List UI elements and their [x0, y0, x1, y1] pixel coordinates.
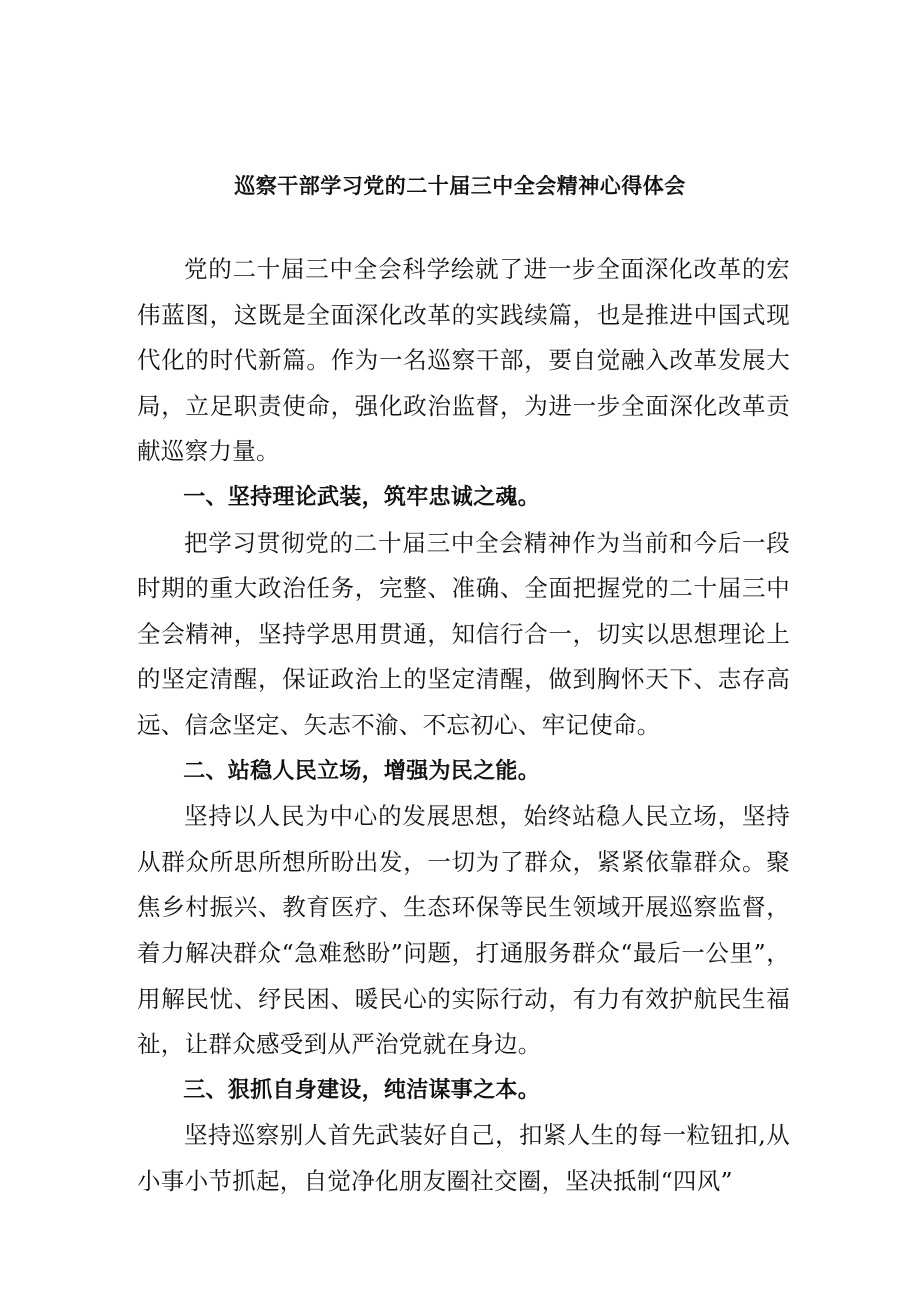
- section-2-heading: 二、站稳人民立场，增强为民之能。: [183, 757, 540, 784]
- section-2-paragraph: 坚持以人民为中心的发展思想，始终站稳人民立场，坚持从群众所思所想所盼出发，一切为了群众，紧紧依靠群众。聚焦乡村振兴、教育医疗、生态环保等民生领域开展巡察监督，着力解决群众“急难愁盼”问题，打通服务群众“最后一公里”，用解民忧、纾民困、暖民心的实际行动，有力有效护航民生福祉，让群众感受到从严治党就在身边。: [137, 802, 790, 1059]
- section-3-heading: 三、狠抓自身建设，纯洁谋事之本。: [183, 1076, 540, 1103]
- section-1-heading: 一、坚持理论武装，筑牢忠诚之魂。: [183, 483, 540, 510]
- section-1-paragraph: 把学习贯彻党的二十届三中全会精神作为当前和今后一段时期的重大政治任务，完整、准确、全面把握党的二十届三中全会精神，坚持学思用贯通，知信行合一，切实以思想理论上的坚定清醒，保证政治上的坚定清醒，做到胸怀天下、志存高远、信念坚定、矢志不渝、不忘初心、牢记使命。: [137, 528, 790, 739]
- document-title: 巡察干部学习党的二十届三中全会精神心得体会: [234, 173, 686, 198]
- intro-paragraph: 党的二十届三中全会科学绘就了进一步全面深化改革的宏伟蓝图，这既是全面深化改革的实践续篇，也是推进中国式现代化的时代新篇。作为一名巡察干部，要自觉融入改革发展大局，立足职责使命，强化政治监督，为进一步全面深化改革贡献巡察力量。: [137, 255, 790, 466]
- document-body: [137, 247, 790, 1204]
- section-3-paragraph: 坚持巡察别人首先武装好自己，扣紧人生的每一粒钮扣,从小事小节抓起，自觉净化朋友圈社交圈，坚决抵制“四风”: [137, 1121, 790, 1195]
